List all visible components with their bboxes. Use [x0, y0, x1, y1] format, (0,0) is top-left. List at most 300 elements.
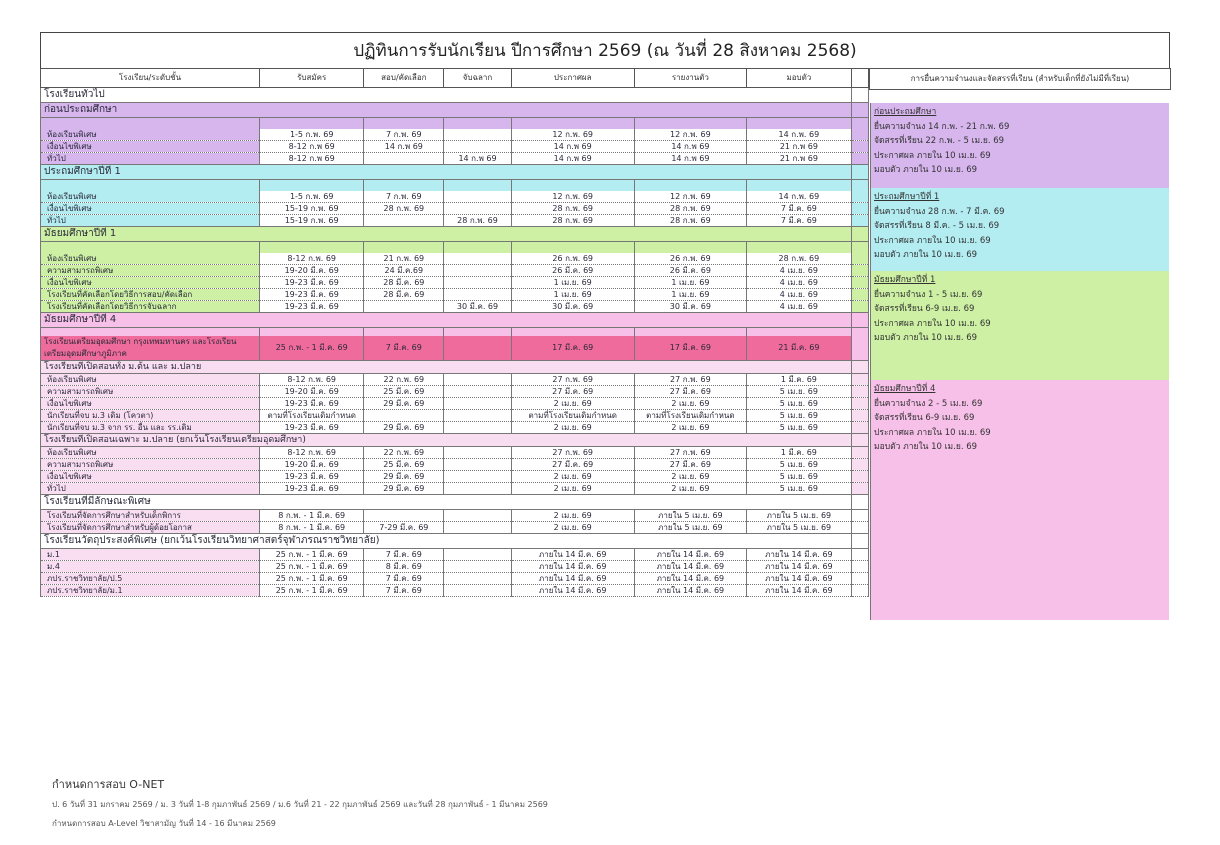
row-value: ภายใน 5 เม.ย. 69 [747, 510, 851, 522]
spacer-cell [747, 180, 851, 192]
table-row [41, 573, 869, 585]
section-gap [851, 165, 868, 180]
row-gap [851, 510, 868, 522]
section-row [41, 313, 869, 328]
section-title: มัธยมศึกษาปีที่ 4 [41, 313, 852, 328]
side-panel-prep [870, 103, 1169, 188]
spacer-cell [260, 180, 364, 192]
row-value: 12 ก.พ. 69 [634, 129, 747, 141]
row-value: 4 เม.ย. 69 [747, 277, 851, 289]
section-gap [851, 313, 868, 328]
row-value: 29 มี.ค. 69 [364, 422, 444, 434]
row-value: 8 ก.พ. - 1 มี.ค. 69 [260, 510, 364, 522]
row-value: 21 ก.พ. 69 [364, 253, 444, 265]
row-value: 21 ก.พ 69 [747, 153, 851, 165]
side-panel-title: มัธยมศึกษาปีที่ 1 [874, 275, 936, 285]
spacer-cell [260, 118, 364, 130]
side-panel-line: จัดสรรที่เรียน 6-9 เม.ย. 69 [874, 304, 975, 314]
spacer-cell [511, 180, 634, 192]
row-gap [851, 549, 868, 561]
section-title: โรงเรียนทั่วไป [41, 88, 852, 103]
spacer-cell [260, 242, 364, 254]
row-value: 19-23 มี.ค. 69 [260, 289, 364, 301]
spacer-cell [747, 118, 851, 130]
table-row [41, 203, 869, 215]
side-panel-title: มัธยมศึกษาปีที่ 4 [874, 384, 936, 394]
row-value: 5 เม.ย. 69 [747, 471, 851, 483]
row-value [444, 336, 512, 361]
row-value [444, 289, 512, 301]
row-value: ตามที่โรงเรียนเดิมกำหนด [511, 410, 634, 422]
table-row [41, 153, 869, 165]
row-value: 5 เม.ย. 69 [747, 483, 851, 495]
row-value: 7 มี.ค. 69 [364, 336, 444, 361]
side-panel-line: ประกาศผล ภายใน 10 เม.ย. 69 [874, 318, 991, 329]
row-value: 12 ก.พ. 69 [511, 191, 634, 203]
row-value [444, 277, 512, 289]
row-value: 26 ก.พ. 69 [634, 253, 747, 265]
row-label: เงื่อนไขพิเศษ [41, 471, 260, 483]
table-row [41, 253, 869, 265]
row-value: 2 เม.ย. 69 [634, 422, 747, 434]
row-value: 19-23 มี.ค. 69 [260, 483, 364, 495]
row-value: ภายใน 14 มี.ค. 69 [511, 573, 634, 585]
row-value: 25 ก.พ. - 1 มี.ค. 69 [260, 573, 364, 585]
row-value: 14 ก.พ 69 [364, 141, 444, 153]
row-value: 2 เม.ย. 69 [511, 422, 634, 434]
row-value: 12 ก.พ. 69 [634, 191, 747, 203]
row-value [444, 573, 512, 585]
side-panel-line: ประกาศผล ภายใน 10 เม.ย. 69 [874, 235, 991, 246]
row-value [364, 215, 444, 227]
row-value: 28 ก.พ. 69 [444, 215, 512, 227]
row-label: โรงเรียนที่จัดการศึกษาสำหรับเด็กพิการ [41, 510, 260, 522]
row-value [444, 422, 512, 434]
row-value: 27 มี.ค. 69 [634, 386, 747, 398]
row-value: 29 มี.ค. 69 [364, 398, 444, 410]
row-value: ภายใน 14 มี.ค. 69 [511, 561, 634, 573]
row-value: 14 ก.พ. 69 [747, 129, 851, 141]
spacer-row [41, 118, 869, 130]
row-label: โรงเรียนที่คัดเลือกโดยวิธีการสอบ/คัดเลือก [41, 289, 260, 301]
spacer-cell [41, 328, 260, 337]
row-gap [851, 253, 868, 265]
table-row [41, 374, 869, 386]
row-label: เงื่อนไขพิเศษ [41, 141, 260, 153]
row-label: เงื่อนไขพิเศษ [41, 203, 260, 215]
alevel-text: กำหนดการสอบ A-Level วิชาสามัญ วันที่ 14 - 16 มีนาคม 2569 [52, 819, 276, 828]
spacer-cell [444, 328, 512, 337]
table-row [41, 459, 869, 471]
row-value: ภายใน 14 มี.ค. 69 [511, 585, 634, 597]
spacer-cell [364, 328, 444, 337]
spacer-cell [851, 180, 868, 192]
row-value: 17 มี.ค. 69 [511, 336, 634, 361]
side-panel-line: ประกาศผล ภายใน 10 เม.ย. 69 [874, 427, 991, 438]
row-value: 8-12 ก.พ 69 [260, 141, 364, 153]
row-value: ภายใน 14 มี.ค. 69 [747, 561, 851, 573]
row-value: 2 เม.ย. 69 [511, 483, 634, 495]
row-value: 2 เม.ย. 69 [634, 471, 747, 483]
row-value: 30 มี.ค. 69 [444, 301, 512, 313]
row-value: 27 มี.ค. 69 [511, 459, 634, 471]
side-header: การยื่นความจำนงและจัดสรรที่เรียน (สำหรับเด็กที่ยังไม่มีที่เรียน) [869, 68, 1171, 90]
row-value: 25 ก.พ. - 1 มี.ค. 69 [260, 336, 364, 361]
table-row [41, 386, 869, 398]
row-value: 1 มี.ค. 69 [747, 374, 851, 386]
spacer-cell [364, 242, 444, 254]
table-row-triam [41, 336, 869, 361]
side-panel-line: ยื่นความจำนง 1 - 5 เม.ย. 69 [874, 289, 983, 300]
row-gap [851, 265, 868, 277]
row-gap [851, 447, 868, 459]
table-row [41, 561, 869, 573]
row-value: 30 มี.ค. 69 [634, 301, 747, 313]
row-value: 2 เม.ย. 69 [511, 471, 634, 483]
row-value: 7 มี.ค. 69 [364, 573, 444, 585]
row-value: 25 ก.พ. - 1 มี.ค. 69 [260, 585, 364, 597]
row-value: 5 เม.ย. 69 [747, 459, 851, 471]
row-value: 25 ก.พ. - 1 มี.ค. 69 [260, 549, 364, 561]
header-gap-cell [851, 69, 868, 88]
row-label: โรงเรียนที่จัดการศึกษาสำหรับผู้ด้อยโอกาส [41, 522, 260, 534]
row-value: 8-12 ก.พ. 69 [260, 447, 364, 459]
row-gap [851, 471, 868, 483]
spacer-cell [851, 242, 868, 254]
row-value [444, 374, 512, 386]
row-value: 30 มี.ค. 69 [511, 301, 634, 313]
spacer-row [41, 242, 869, 254]
table-row [41, 447, 869, 459]
section-gap [851, 361, 868, 374]
row-label: นักเรียนที่จบ ม.3 เดิม (โควตา) [41, 410, 260, 422]
row-value: 19-23 มี.ค. 69 [260, 301, 364, 313]
row-gap [851, 129, 868, 141]
row-label: เงื่อนไขพิเศษ [41, 398, 260, 410]
row-value: 25 มี.ค. 69 [364, 459, 444, 471]
row-value: 4 เม.ย. 69 [747, 301, 851, 313]
spacer-cell [364, 180, 444, 192]
section-gap [851, 88, 868, 103]
row-value: 7 มี.ค. 69 [364, 585, 444, 597]
table-row [41, 510, 869, 522]
row-gap [851, 522, 868, 534]
row-value [444, 471, 512, 483]
onet-title: กำหนดการสอบ O-NET [52, 778, 165, 791]
row-value: ตามที่โรงเรียนเดิมกำหนด [634, 410, 747, 422]
row-value [444, 253, 512, 265]
row-value [364, 153, 444, 165]
spacer-cell [41, 118, 260, 130]
spacer-cell [634, 180, 747, 192]
row-value: 21 ก.พ 69 [747, 141, 851, 153]
row-value: 2 เม.ย. 69 [511, 398, 634, 410]
header-row [41, 69, 869, 88]
row-value: 19-20 มี.ค. 69 [260, 265, 364, 277]
side-panel-line: มอบตัว ภายใน 10 เม.ย. 69 [874, 442, 978, 452]
table-row [41, 398, 869, 410]
side-panel-line: จัดสรรที่เรียน 8 มี.ค. - 5 เม.ย. 69 [874, 221, 1000, 231]
row-label: ทั่วไป [41, 483, 260, 495]
row-value: 27 ก.พ. 69 [634, 374, 747, 386]
row-value: 1 เม.ย. 69 [511, 277, 634, 289]
row-gap [851, 573, 868, 585]
row-label: ภปร.ราชวิทยาลัย/ป.5 [41, 573, 260, 585]
row-value [444, 265, 512, 277]
table-row [41, 422, 869, 434]
row-value: 1-5 ก.พ. 69 [260, 191, 364, 203]
row-value: 27 ก.พ. 69 [634, 447, 747, 459]
table-row [41, 191, 869, 203]
section-row [41, 88, 869, 103]
side-panel-line: ประกาศผล ภายใน 10 เม.ย. 69 [874, 150, 991, 161]
section-title: ก่อนประถมศึกษา [41, 103, 852, 118]
row-value: 2 เม.ย. 69 [634, 398, 747, 410]
row-value: 2 เม.ย. 69 [511, 510, 634, 522]
row-value [444, 585, 512, 597]
row-label: ห้องเรียนพิเศษ [41, 374, 260, 386]
section-gap [851, 534, 868, 549]
row-value [444, 522, 512, 534]
section-row [41, 534, 869, 549]
header-cell: มอบตัว [747, 69, 851, 88]
spacer-cell [444, 118, 512, 130]
row-gap [851, 215, 868, 227]
row-value: 2 เม.ย. 69 [511, 522, 634, 534]
side-panel-line: ยื่นความจำนง 28 ก.พ. - 7 มี.ค. 69 [874, 206, 1005, 217]
row-value: 12 ก.พ. 69 [511, 129, 634, 141]
spacer-row [41, 180, 869, 192]
header-cell: ประกาศผล [511, 69, 634, 88]
row-value: 21 มี.ค. 69 [747, 336, 851, 361]
row-value: 1 มี.ค. 69 [747, 447, 851, 459]
row-value: 8-12 ก.พ. 69 [260, 253, 364, 265]
row-value: 22 ก.พ. 69 [364, 447, 444, 459]
row-value: ภายใน 5 เม.ย. 69 [634, 522, 747, 534]
table-row [41, 129, 869, 141]
row-value [444, 386, 512, 398]
row-value [444, 203, 512, 215]
row-gap [851, 301, 868, 313]
row-gap [851, 191, 868, 203]
section-row [41, 495, 869, 510]
row-label: นักเรียนที่จบ ม.3 จาก รร. อื่น และ รร.เดิม [41, 422, 260, 434]
table-row [41, 265, 869, 277]
spacer-cell [851, 328, 868, 337]
row-value: 8-12 ก.พ 69 [260, 153, 364, 165]
table-row [41, 471, 869, 483]
row-value: 14 ก.พ 69 [444, 153, 512, 165]
row-value: 7-29 มี.ค. 69 [364, 522, 444, 534]
row-value [444, 549, 512, 561]
section-title: โรงเรียนที่เปิดสอนเฉพาะ ม.ปลาย (ยกเว้นโรงเรียนเตรียมอุดมศึกษา) [41, 434, 852, 447]
section-row [41, 227, 869, 242]
row-gap [851, 141, 868, 153]
row-value: 27 ก.พ. 69 [511, 447, 634, 459]
section-row [41, 165, 869, 180]
row-value: 14 ก.พ. 69 [747, 191, 851, 203]
row-value: 27 ก.พ. 69 [511, 374, 634, 386]
row-value: 7 ก.พ. 69 [364, 129, 444, 141]
row-gap [851, 410, 868, 422]
row-value: 14 ก.พ 69 [634, 141, 747, 153]
row-value [444, 398, 512, 410]
header-cell: รายงานตัว [634, 69, 747, 88]
row-value: ภายใน 14 มี.ค. 69 [634, 549, 747, 561]
row-value: 7 ก.พ. 69 [364, 191, 444, 203]
row-label: เงื่อนไขพิเศษ [41, 277, 260, 289]
row-value: 19-23 มี.ค. 69 [260, 398, 364, 410]
row-gap [851, 153, 868, 165]
section-title: โรงเรียนวัตถุประสงค์พิเศษ (ยกเว้นโรงเรียนวิทยาศาสตร์จุฬาภรณราชวิทยาลัย) [41, 534, 852, 549]
row-value: 25 ก.พ. - 1 มี.ค. 69 [260, 561, 364, 573]
spacer-cell [41, 180, 260, 192]
row-value: 29 มี.ค. 69 [364, 471, 444, 483]
row-label: ภปร.ราชวิทยาลัย/ม.1 [41, 585, 260, 597]
row-value: 26 มี.ค. 69 [634, 265, 747, 277]
row-value: 28 ก.พ. 69 [511, 215, 634, 227]
row-value: 28 มี.ค. 69 [364, 289, 444, 301]
spacer-cell [364, 118, 444, 130]
page-title: ปฏิทินการรับนักเรียน ปีการศึกษา 2569 (ณ วันที่ 28 สิงหาคม 2568) [40, 32, 1170, 69]
row-value [444, 129, 512, 141]
table-row [41, 585, 869, 597]
row-gap [851, 459, 868, 471]
row-value: 29 มี.ค. 69 [364, 483, 444, 495]
row-value [444, 510, 512, 522]
row-gap [851, 203, 868, 215]
row-value: 19-20 มี.ค. 69 [260, 459, 364, 471]
row-gap [851, 277, 868, 289]
row-value: 28 ก.พ. 69 [634, 203, 747, 215]
row-value [444, 459, 512, 471]
row-value [444, 141, 512, 153]
row-label: ความสามารถพิเศษ [41, 459, 260, 471]
section-gap [851, 434, 868, 447]
spacer-cell [634, 242, 747, 254]
side-panel-title: ก่อนประถมศึกษา [874, 107, 937, 117]
spacer-cell [444, 242, 512, 254]
spacer-cell [851, 118, 868, 130]
row-value: ภายใน 14 มี.ค. 69 [634, 585, 747, 597]
row-value: 15-19 ก.พ. 69 [260, 215, 364, 227]
row-value: 8 ก.พ. - 1 มี.ค. 69 [260, 522, 364, 534]
row-value: 5 เม.ย. 69 [747, 398, 851, 410]
row-value: 19-20 มี.ค. 69 [260, 386, 364, 398]
side-panel-line: จัดสรรที่เรียน 6-9 เม.ย. 69 [874, 413, 975, 423]
row-value [444, 191, 512, 203]
side-panel-line: มอบตัว ภายใน 10 เม.ย. 69 [874, 250, 978, 260]
row-value: 22 ก.พ. 69 [364, 374, 444, 386]
header-cell: รับสมัคร [260, 69, 364, 88]
row-gap [851, 483, 868, 495]
table-row [41, 277, 869, 289]
row-gap [851, 422, 868, 434]
row-value: 2 เม.ย. 69 [634, 483, 747, 495]
row-value: 1 เม.ย. 69 [634, 277, 747, 289]
row-value: 1-5 ก.พ. 69 [260, 129, 364, 141]
spacer-cell [747, 328, 851, 337]
row-value: 15-19 ก.พ. 69 [260, 203, 364, 215]
row-value: ภายใน 14 มี.ค. 69 [634, 561, 747, 573]
table-row [41, 549, 869, 561]
row-value: 26 ก.พ. 69 [511, 253, 634, 265]
row-value [364, 410, 444, 422]
row-value: 7 มี.ค. 69 [364, 549, 444, 561]
header-cell: โรงเรียน/ระดับชั้น [41, 69, 260, 88]
row-gap [851, 374, 868, 386]
row-label: โรงเรียนเตรียมอุดมศึกษา กรุงเทพมหานคร และโรงเรียนเตรียมอุดมศึกษาภูมิภาค [41, 336, 260, 361]
row-value: 19-23 มี.ค. 69 [260, 277, 364, 289]
spacer-cell [747, 242, 851, 254]
row-value: 14 ก.พ 69 [511, 141, 634, 153]
row-value: 1 เม.ย. 69 [511, 289, 634, 301]
row-label: ห้องเรียนพิเศษ [41, 129, 260, 141]
section-title: โรงเรียนที่เปิดสอนทั้ง ม.ต้น และ ม.ปลาย [41, 361, 852, 374]
row-gap [851, 386, 868, 398]
row-value: ภายใน 5 เม.ย. 69 [634, 510, 747, 522]
row-value [364, 510, 444, 522]
admission-table [40, 68, 869, 597]
section-row [41, 434, 869, 447]
side-panel-line: จัดสรรที่เรียน 22 ก.พ. - 5 เม.ย. 69 [874, 136, 1005, 146]
spacer-cell [41, 242, 260, 254]
row-value: 24 มี.ค.69 [364, 265, 444, 277]
row-value: 28 ก.พ. 69 [747, 253, 851, 265]
row-value: 7 มี.ค. 69 [747, 215, 851, 227]
row-label: ทั่วไป [41, 153, 260, 165]
row-value: 28 ก.พ. 69 [364, 203, 444, 215]
side-panel-title: ประถมศึกษาปีที่ 1 [874, 192, 940, 202]
row-value [444, 410, 512, 422]
row-value: 1 เม.ย. 69 [634, 289, 747, 301]
row-label: ม.1 [41, 549, 260, 561]
row-value: ภายใน 14 มี.ค. 69 [747, 585, 851, 597]
spacer-cell [260, 328, 364, 337]
row-value: 28 ก.พ. 69 [634, 215, 747, 227]
row-value: ภายใน 14 มี.ค. 69 [747, 549, 851, 561]
row-value: 8-12 ก.พ. 69 [260, 374, 364, 386]
row-gap [851, 398, 868, 410]
row-label: ความสามารถพิเศษ [41, 265, 260, 277]
row-value: 19-23 มี.ค. 69 [260, 471, 364, 483]
spacer-cell [511, 328, 634, 337]
row-value: 28 ก.พ. 69 [511, 203, 634, 215]
row-gap [851, 336, 868, 361]
section-gap [851, 227, 868, 242]
section-row [41, 361, 869, 374]
row-gap [851, 289, 868, 301]
row-value: ภายใน 14 มี.ค. 69 [511, 549, 634, 561]
row-value: 17 มี.ค. 69 [634, 336, 747, 361]
section-title: โรงเรียนที่มีลักษณะพิเศษ [41, 495, 852, 510]
section-title: ประถมศึกษาปีที่ 1 [41, 165, 852, 180]
row-label: ห้องเรียนพิเศษ [41, 253, 260, 265]
row-label: ทั่วไป [41, 215, 260, 227]
row-value [444, 483, 512, 495]
row-value: 4 เม.ย. 69 [747, 265, 851, 277]
row-value [444, 447, 512, 459]
row-value [444, 561, 512, 573]
side-panel-line: ยื่นความจำนง 2 - 5 เม.ย. 69 [874, 398, 983, 409]
row-value: ตามที่โรงเรียนเดิมกำหนด [260, 410, 364, 422]
row-label: ห้องเรียนพิเศษ [41, 191, 260, 203]
table-row [41, 141, 869, 153]
row-value: 5 เม.ย. 69 [747, 422, 851, 434]
header-cell: สอบ/คัดเลือก [364, 69, 444, 88]
section-title: มัธยมศึกษาปีที่ 1 [41, 227, 852, 242]
spacer-cell [444, 180, 512, 192]
